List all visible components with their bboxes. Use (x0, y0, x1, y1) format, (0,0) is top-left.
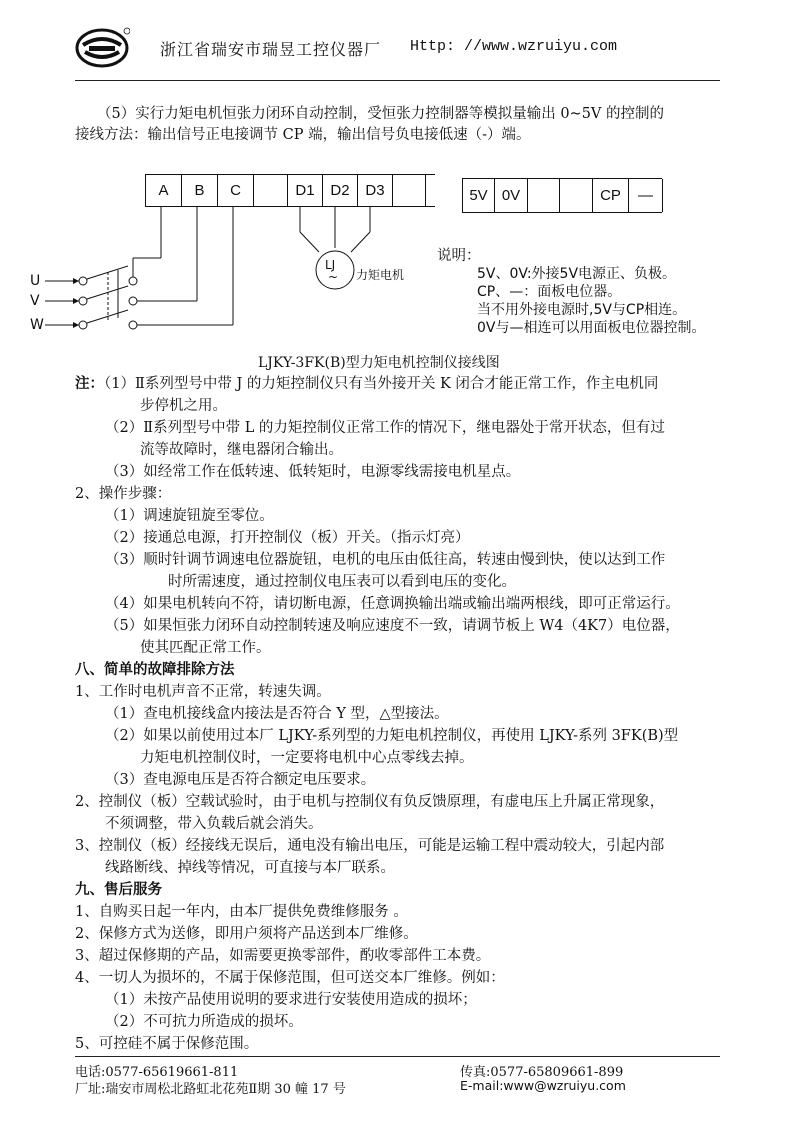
body-line (75, 484, 171, 505)
line-text: 线路断线、掉线等情况，可直接与本厂联系。 (105, 860, 395, 876)
line-text: （2）不可抗力所造成的损坏。 (105, 1014, 303, 1030)
body-line (75, 682, 331, 703)
left-terminal: C (218, 175, 254, 206)
intro-line-1: （5）实行力矩电机恒张力闭环自动控制，受恒张力控制器等模拟量输出 0~5V 的控制的 (97, 106, 665, 122)
left-terminal: A (146, 175, 182, 206)
diagram-caption: LJKY-3FK(B)型力矩电机控制仪接线图 (258, 355, 500, 371)
body-line (168, 572, 516, 593)
body-line (140, 748, 474, 769)
line-text: 九、售后服务 (75, 882, 162, 898)
line-text: 5、可控硅不属于保修范围。 (75, 1036, 259, 1052)
line-text: 2、控制仪（板）空载试验时，由于电机与控制仪有负反馈原理，有虚电压上升属正常现象， (75, 794, 665, 810)
line-text: 3、控制仪（板）经接线无误后，通电没有输出电压，可能是运输工程中震动较大，引起内部 (75, 838, 665, 854)
section-heading (75, 660, 235, 681)
body-line (140, 440, 343, 461)
body-line (140, 638, 271, 659)
body-line (105, 462, 520, 483)
line-text: 流等故障时，继电器闭合输出。 (140, 442, 343, 458)
body-line (75, 968, 505, 989)
motor-symbol: LJ (325, 258, 336, 272)
note-prefix: 注： (75, 376, 104, 392)
right-terminal-strip (462, 178, 662, 213)
body-line (105, 1012, 303, 1033)
line-text: （1）调速旋钮旋至零位。 (105, 508, 274, 524)
right-terminal: 0V (495, 179, 528, 212)
intro-line-2: 接线方法：输出信号正电接调节 CP 端，输出信号负电接低速（-）端。 (75, 127, 531, 143)
body-line (75, 946, 490, 967)
notes-title: 说明： (437, 248, 481, 264)
line-text: 力矩电机控制仪时，一定要将电机中心点零线去掉。 (140, 750, 474, 766)
right-terminal (560, 179, 593, 212)
line-text: （2）Ⅱ系列型号中带 L 的力矩控制仪正常工作的情况下，继电器处于常开状态，但有过 (105, 420, 665, 436)
right-terminal (528, 179, 560, 212)
line-text: 1、工作时电机声音不正常，转速失调。 (75, 684, 331, 700)
line-text: （3）顺时针调节调速电位器旋钮，电机的电压由低往高，转速由慢到快，使以达到工作 (105, 552, 666, 568)
company-logo (75, 25, 130, 70)
body-line (140, 396, 227, 417)
phase-w-label: W (30, 317, 44, 333)
phase-u-label: U (30, 273, 41, 289)
line-text: （1）查电机接线盒内接法是否符合 Y 型，△型接法。 (105, 706, 449, 722)
body-line (105, 814, 323, 835)
right-terminal: CP (593, 179, 629, 212)
left-terminal: D2 (323, 175, 358, 206)
body-line (105, 990, 477, 1011)
line-text: 不须调整，带入负载后就会消失。 (105, 816, 323, 832)
body-line (105, 550, 665, 571)
body-line (75, 836, 664, 857)
section-heading (75, 880, 162, 901)
line-text: （5）如果恒张力闭环自动控制转速及响应速度不一致，请调节板上 W4（4K7）电位器， (105, 618, 680, 634)
line-text: 4、一切人为损坏的，不属于保修范围，但可送交本厂维修。例如： (75, 970, 505, 986)
note-line: 0V与—相连可以用面板电位器控制。 (477, 320, 706, 336)
line-text: 1、自购买日起一年内，由本厂提供免费维修服务 。 (75, 904, 408, 920)
motor-label: 力矩电机 (356, 268, 405, 282)
body-line (105, 616, 680, 637)
line-text: （4）如果电机转向不符，请切断电源，任意调换输出端或输出端两根线，即可正常运行。 (105, 596, 680, 612)
body-line (75, 1034, 258, 1055)
body-line (75, 924, 418, 945)
body-line (75, 792, 664, 813)
company-url: Http: //www.wzruiyu.com (410, 38, 618, 55)
body-line (105, 770, 375, 791)
footer-email: E-mail:www@wzruiyu.com (460, 1078, 626, 1093)
line-text: 2、操作步骤： (75, 486, 172, 502)
body-line (105, 704, 449, 725)
body-line (105, 858, 395, 879)
line-text: （2）接通总电源，打开控制仪（板）开关。（指示灯亮） (105, 530, 470, 546)
right-terminal: 5V (463, 179, 495, 212)
line-text: 使其匹配正常工作。 (140, 640, 271, 656)
line-text: 2、保修方式为送修，即用户须将产品送到本厂维修。 (75, 926, 418, 942)
header-rule (75, 80, 720, 81)
left-terminal: D1 (288, 175, 323, 206)
phase-v-label: V (30, 293, 40, 309)
wiring-lines (20, 170, 440, 340)
note-line: CP、—：面板电位器。 (477, 284, 622, 300)
body-line (75, 902, 408, 923)
left-terminal: B (182, 175, 218, 206)
line-text: 3、超过保修期的产品，如需要更换零部件，酌收零部件工本费。 (75, 948, 491, 964)
footer-phone: 电话:0577-65619661-811 (75, 1065, 239, 1080)
line-text: （2）如果以前使用过本厂 LJKY-系列型的力矩电机控制仪，再使用 LJKY-系列 3FK(B)型 (105, 728, 679, 744)
body-line (105, 528, 469, 549)
footer-rule (75, 1056, 720, 1057)
body-line (105, 418, 665, 439)
body-line (75, 374, 658, 395)
body-line (105, 506, 274, 527)
line-text: （1）Ⅱ系列型号中带 J 的力矩控制仪只有当外接开关 K 闭合才能正常工作，作主电机同 (104, 376, 659, 392)
company-name: 浙江省瑞安市瑞昱工控仪器厂 (160, 40, 382, 59)
footer-fax: 传真:0577-65809661-899 (460, 1065, 624, 1080)
wiring-diagram (20, 170, 420, 340)
motor-tilde: ~ (328, 270, 339, 284)
right-terminal: — (629, 179, 663, 212)
note-line: 5V、0V:外接5V电源正、负极。 (477, 266, 677, 282)
left-terminal: D3 (358, 175, 393, 206)
line-text: （3）查电源电压是否符合额定电压要求。 (105, 772, 376, 788)
line-text: 时所需速度，通过控制仪电压表可以看到电压的变化。 (168, 574, 516, 590)
body-line (105, 726, 678, 747)
footer-address: 厂址:瑞安市周松北路虹北花苑Ⅱ期 30 幢 17 号 (75, 1082, 346, 1097)
line-text: （1）未按产品使用说明的要求进行安装使用造成的损坏； (105, 992, 477, 1008)
note-line: 当不用外接电源时,5V与CP相连。 (477, 302, 687, 318)
line-text: 步停机之用。 (140, 398, 227, 414)
body-line (105, 594, 680, 615)
line-text: 八、简单的故障排除方法 (75, 662, 235, 678)
line-text: （3）如经常工作在低转速、低转矩时，电源零线需接电机星点。 (105, 464, 521, 480)
